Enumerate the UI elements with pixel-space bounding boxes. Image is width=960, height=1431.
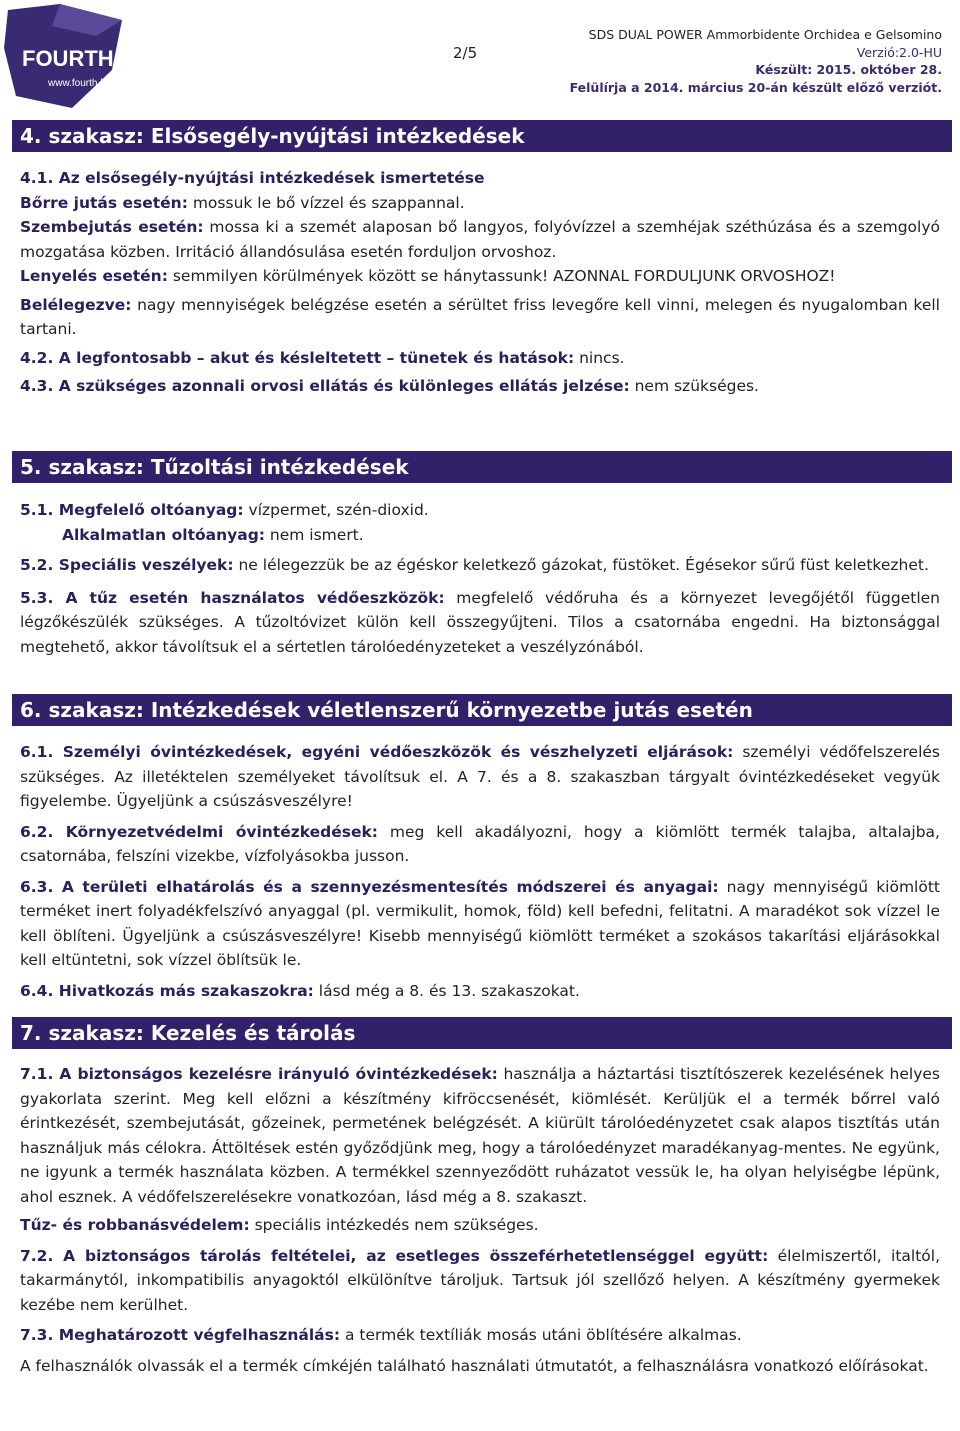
text: nincs. [574,348,625,367]
text: élelmiszertől, italtól, takarmánytól, inkompatibilis anyagoktól elkülönítve tároljuk. Tartsuk jól szellőző helyen. A készítmény gyermekek kezébe nem kerülhet. [20,1246,940,1314]
section-5-title: 5. szakasz: Tűzoltási intézkedések [12,451,952,483]
text: használja a háztartási tisztítószerek kezelésének helyes gyakorlata szerint. Meg kell előzni a készítmény kifröccsenését, kiömlését. Kerüljük el a termék bőrrel való érintkezését, szembejutását, gőzeinek, permetének belégzését. A kiürült tárolóedényzetet csak alapos tisztítás után használjuk más célokra. Áttöltések estén győződjünk meg, hogy a tárolóedényzet maradékanyag-mentes. Ne együnk, ne igyunk a termék használata közben. A termékkel szennyeződött ruházatot vessük le, ha olyan helyiségbe lépünk, ahol esznek. A védőfelszerelésekre vonatkozóan, lásd még a 8. szakaszt. [20,1065,940,1206]
document-header [570,26,942,96]
section-7-title: 7. szakasz: Kezelés és tárolás [12,1017,952,1049]
heading-7-3 [20,1323,940,1348]
created-date: Készült: 2015. október 28. [755,62,942,77]
label: 4.3. A szükséges azonnali orvosi ellátás és különleges ellátás jelzése: [20,377,630,395]
label: 5.3. A tűz esetén használatos védőeszközök: [20,588,445,607]
heading-4-1: 4.1. Az elsősegély-nyújtási intézkedések ismertetése [20,169,485,187]
label: 5.1. Megfelelő oltóanyag: [20,501,244,519]
label: 5.2. Speciális veszélyek: [20,556,234,574]
heading-6-2 [20,820,940,869]
text: meg kell akadályozni, hogy a kiömlött termék talajba, altalajba, csatornába, felszíni vizekbe, vízfolyásokba jusson. [20,822,940,865]
skin-contact [20,191,940,216]
text: mossuk le bő vízzel és szappannal. [187,193,465,212]
label: 7.1. A biztonságos kezelésre irányuló óvintézkedések: [20,1065,498,1083]
label: 7.2. A biztonságos tárolás feltételei, az esetleges összeférhetetlenséggel együtt: [20,1246,769,1265]
label: 6.3. A területi elhatárolás és a szennyezésmentesítés módszerei és anyagai: [20,877,719,896]
heading-7-2 [20,1244,940,1318]
text: semmilyen körülmények között se hánytassunk! AZONNAL FORDULJUNK ORVOSHOZ! [167,267,836,285]
eye-contact [20,215,940,264]
company-logo [0,0,130,116]
section-4-body [20,166,940,399]
swallowing [20,264,940,289]
inhalation [20,293,940,342]
label: 6.4. Hivatkozás más szakaszokra: [20,981,314,1000]
text: nagy mennyiségek belégzése esetén a sérültet friss levegőre kell vinni, melegen és nyugalomban kell tartani. [20,295,940,338]
label: 6.2. Környezetvédelmi óvintézkedések: [20,822,379,841]
label: Tűz- és robbanásvédelem: [20,1216,250,1234]
section-6-body [20,740,940,1003]
label: Lenyelés esetén: [20,267,168,285]
logo-url: www.fourth.hu [48,78,112,89]
version: Verzió:2.0-HU [856,44,942,60]
text: személyi védőfelszerelés szükséges. Az illetéktelen személyeket távolítsuk el. A 7. és a 8. szakaszban tárgyalt óvintézkedéseket vegyük figyelembe. Ügyeljünk a csúszásveszélyre! [20,743,940,810]
label: Szembejutás esetén: [20,218,204,236]
text: nagy mennyiségű kiömlött terméket inert folyadékfelszívó anyaggal (pl. vermikulit, homok, föld) kell befedni, felitatni. A maradékot sok vízzel le kell öblíteni. Ügyeljünk a csúszásveszélyre! Kisebb mennyiségű kiömlött terméket a szokásos takarítási eljárásokkal kell eltüntetni, sok vízzel öblítsük le. [20,877,941,969]
page-number: 2/5 [453,44,478,62]
text: megfelelő védőruha és a környezet levegőjétől független légzőkészülék szükséges. A tűzoltóvizet külön kell összegyűjteni. Tilos a csatornába engedni. Ha biztonsággal megtehető, akkor távolítsuk el a sértetlen tárolóedényzeteket a veszélyzónából. [20,588,940,656]
text: a termék textíliák mosás utáni öblítésére alkalmas. [340,1326,742,1344]
logo-wordmark: FOURTH [22,46,114,71]
heading-5-3 [20,586,940,660]
heading-4-2 [20,346,940,371]
heading-6-3 [20,875,940,973]
section-4-title: 4. szakasz: Elsősegély-nyújtási intézkedések [12,120,952,152]
text: mossa ki a szemét alaposan bő langyos, folyóvízzel a szemhéjak széthúzása és a szemgolyó mozgatása közben. Irritáció állandósulása esetén forduljon orvoshoz. [20,218,941,261]
label: 6.1. Személyi óvintézkedések, egyéni védőeszközök és vészhelyzeti eljárások: [20,743,734,761]
label: 4.2. A legfontosabb – akut és késleltetett – tünetek és hatások: [20,348,575,367]
user-note: A felhasználók olvassák el a termék címkéjén található használati útmutatót, a felhasználásra vonatkozó előírásokat. [20,1356,929,1375]
section-6-title: 6. szakasz: Intézkedések véletlenszerű környezetbe jutás esetén [12,694,952,726]
fire-protection [20,1213,940,1238]
text: vízpermet, szén-dioxid. [243,501,429,519]
label: 7.3. Meghatározott végfelhasználás: [20,1326,341,1344]
section-5-body [20,498,940,659]
text: nem ismert. [264,525,364,544]
unsuitable-media [20,523,940,548]
label: Alkalmatlan oltóanyag: [62,525,265,544]
text: nem szükséges. [629,377,759,395]
supersedes-note: Felülírja a 2014. március 20-án készült előző verziót. [569,79,942,95]
product-name: SDS DUAL POWER Ammorbidente Orchidea e Gelsomino [588,27,942,42]
label: Belélegezve: [20,295,132,314]
heading-7-1 [20,1062,940,1209]
section-7-body [20,1062,940,1378]
text: lásd még a 8. és 13. szakaszokat. [313,981,580,1000]
heading-5-1 [20,498,940,523]
heading-4-3 [20,374,940,399]
heading-6-1 [20,740,940,814]
label: Bőrre jutás esetén: [20,193,188,212]
text: speciális intézkedés nem szükséges. [249,1216,539,1234]
heading-5-2 [20,553,940,578]
text: ne lélegezzük be az égéskor keletkező gázokat, füstöket. Égésekor sűrű füst keletkezhet. [233,556,929,574]
heading-6-4 [20,979,940,1004]
